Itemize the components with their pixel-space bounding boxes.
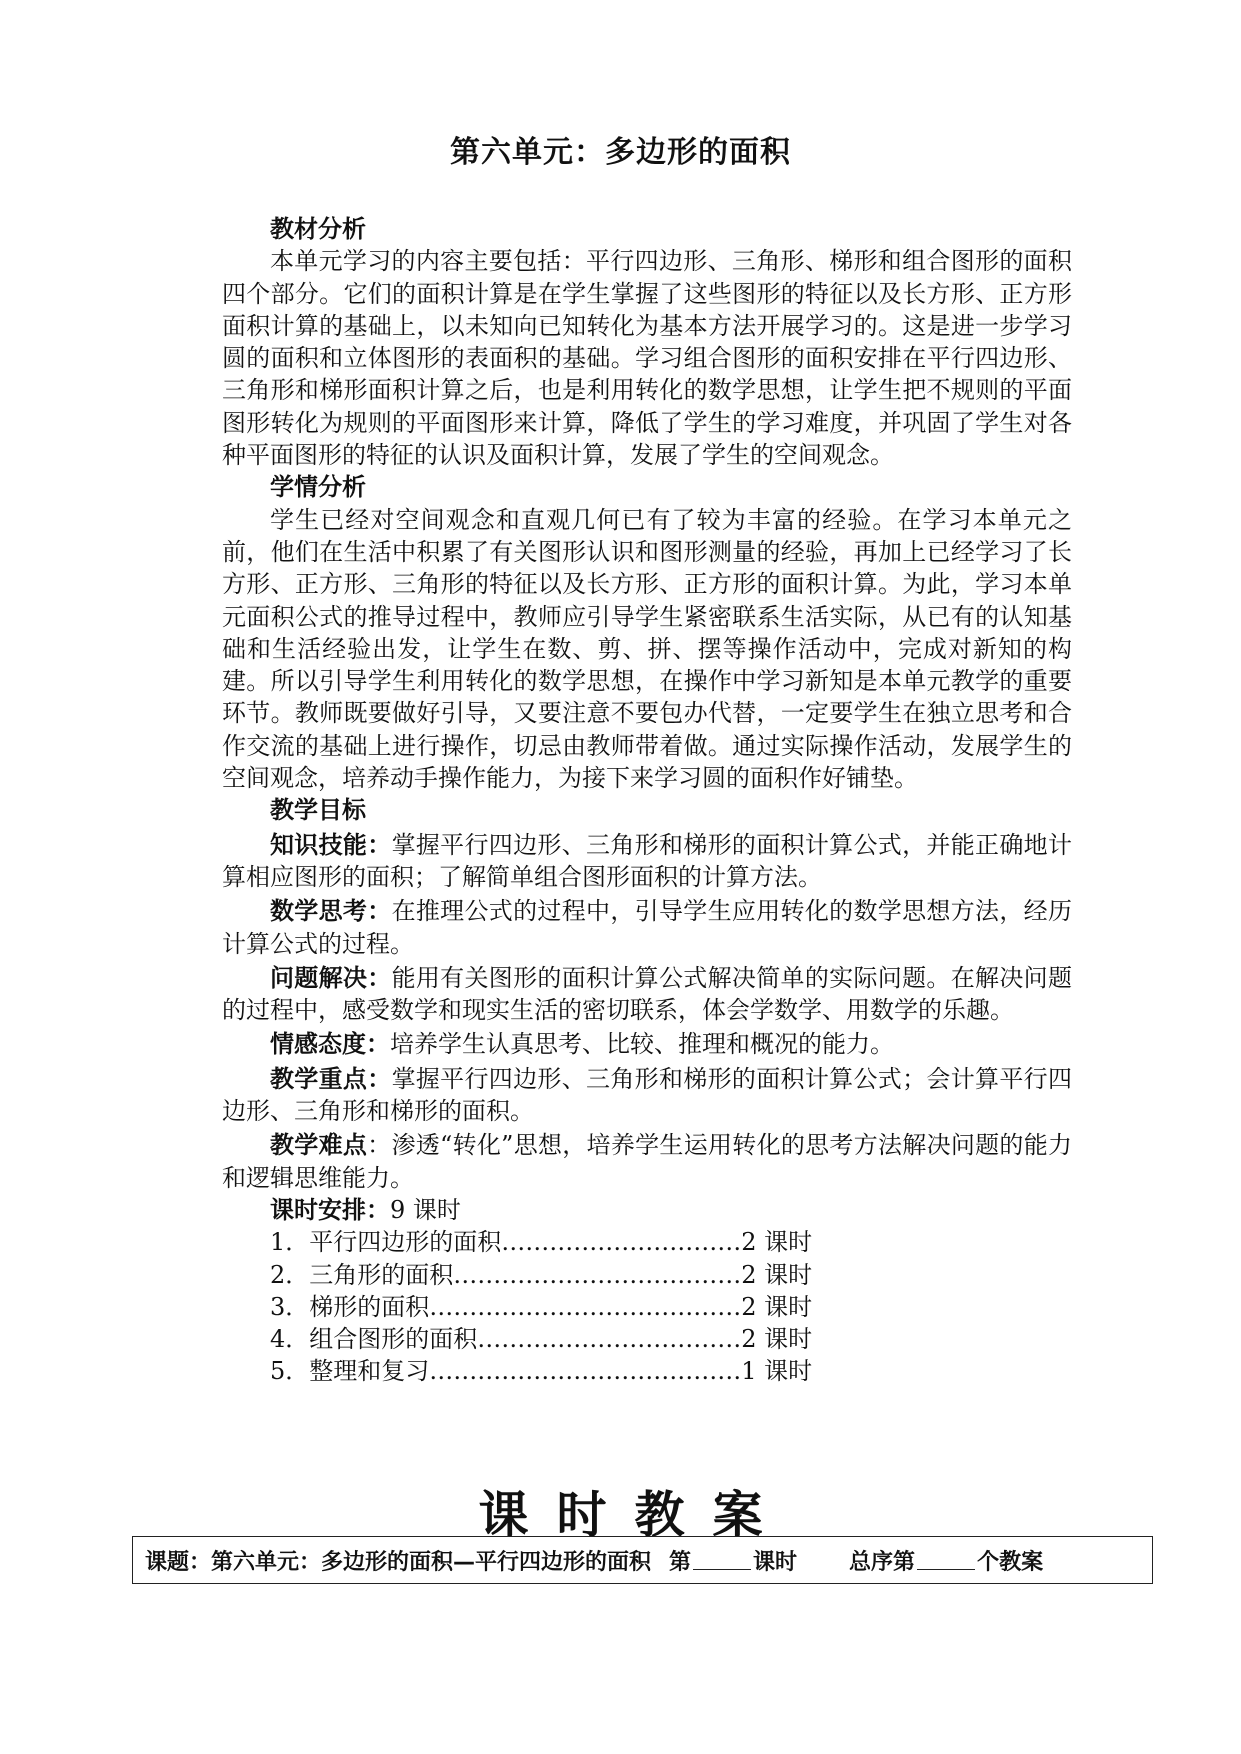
sequence-prefix: 总序第	[849, 1549, 916, 1575]
goal-label: 教学重点：	[270, 1064, 392, 1093]
sequence-suffix: 个教案	[977, 1549, 1044, 1575]
schedule-item-name: 1．平行四边形的面积…………………………	[270, 1228, 742, 1257]
goal-text: 掌握平行四边形、三角形和梯形的面积计算公式，并能正确地计算相应图形的面积；了解简单组合图形面积的计算方法。	[222, 830, 1072, 891]
sequence-blank-field[interactable]	[917, 1551, 975, 1570]
goal-text: 能用有关图形的面积计算公式解决简单的实际问题。在解决问题的过程中，感受数学和现实生活的密切联系，体会学数学、用数学的乐趣。	[222, 963, 1072, 1025]
period-blank-field[interactable]	[693, 1551, 751, 1570]
goal-text: 掌握平行四边形、三角形和梯形的面积计算公式；会计算平行四边形、三角形和梯形的面积。	[222, 1064, 1072, 1126]
goal-label: 教学难点	[270, 1131, 368, 1160]
schedule-item-hours: 2 课时	[741, 1260, 813, 1289]
schedule-item-name: 5．整理和复习…………………………………	[270, 1357, 742, 1386]
list-item	[270, 1291, 1072, 1323]
schedule-item-name: 3．梯形的面积…………………………………	[270, 1292, 742, 1321]
list-item	[270, 1323, 1072, 1355]
schedule-label: 课时安排：	[270, 1195, 390, 1224]
goal-attitude	[222, 1028, 1072, 1060]
goal-text: ：渗透“转化”思想，培养学生运用转化的思考方法解决问题的能力和逻辑思维能力。	[222, 1131, 1073, 1192]
goal-knowledge	[222, 829, 1072, 894]
lesson-topic-box	[132, 1536, 1153, 1584]
document-body	[222, 213, 1072, 1388]
goal-label: 数学思考：	[270, 897, 392, 926]
goal-label: 情感态度：	[270, 1030, 390, 1059]
schedule-item-hours: 2 课时	[741, 1292, 813, 1321]
list-item	[270, 1259, 1072, 1291]
section-heading-goals: 教学目标	[270, 796, 366, 825]
schedule-list	[222, 1226, 1072, 1387]
schedule-item-hours: 2 课时	[741, 1228, 813, 1257]
goal-key-points	[222, 1063, 1072, 1128]
schedule-item-name: 2．三角形的面积………………………………	[270, 1260, 742, 1289]
goal-problem-solving	[222, 962, 1072, 1027]
schedule-item-name: 4．组合图形的面积……………………………	[270, 1325, 742, 1354]
section-heading-material: 教材分析	[270, 215, 366, 243]
schedule-total: 9 课时	[390, 1195, 461, 1224]
list-item	[270, 1226, 1072, 1258]
period-prefix: 第	[669, 1549, 692, 1575]
lesson-plan-title: 课时教案	[478, 1485, 791, 1544]
section-heading-students: 学情分析	[270, 473, 366, 502]
list-item	[270, 1355, 1072, 1387]
goal-thinking	[222, 895, 1072, 960]
goal-difficulties	[222, 1129, 1072, 1194]
schedule-item-hours: 2 课时	[741, 1325, 813, 1354]
material-analysis-text: 本单元学习的内容主要包括：平行四边形、三角形、梯形和组合图形的面积四个部分。它们的面积计算是在学生掌握了这些图形的特征以及长方形、正方形面积计算的基础上，以未知向已知转化为基本方法开展学习的。这是进一步学习圆的面积和立体图形的表面积的基础。学习组合图形的面积安排在平行四边形、三角形和梯形面积计算之后，也是利用转化的数学思想，让学生把不规则的平面图形转化为规则的平面图形来计算，降低了学生的学习难度，并巩固了学生对各种平面图形的特征的认识及面积计算，发展了学生的空间观念。	[222, 247, 1072, 470]
goal-text: 培养学生认真思考、比较、推理和概况的能力。	[390, 1030, 894, 1059]
goal-label: 知识技能：	[270, 830, 392, 859]
page-title: 第六单元：多边形的面积	[450, 135, 791, 170]
period-suffix: 课时	[753, 1549, 798, 1575]
goal-text: 在推理公式的过程中，引导学生应用转化的数学思想方法，经历计算公式的过程。	[222, 897, 1072, 958]
schedule-item-hours: 1 课时	[741, 1357, 813, 1386]
topic-label: 课题：第六单元：多边形的面积—平行四边形的面积	[145, 1549, 652, 1575]
goal-label: 问题解决：	[270, 963, 392, 992]
student-analysis-text: 学生已经对空间观念和直观几何已有了较为丰富的经验。在学习本单元之前，他们在生活中积累了有关图形认识和图形测量的经验，再加上已经学习了长方形、正方形、三角形的特征以及长方形、正方形的面积计算。为此，学习本单元面积公式的推导过程中，教师应引导学生紧密联系生活实际，从已有的认知基础和生活经验出发，让学生在数、剪、拼、摆等操作活动中，完成对新知的构建。所以引导学生利用转化的数学思想，在操作中学习新知是本单元教学的重要环节。教师既要做好引导，又要注意不要包办代替，一定要学生在独立思考和合作交流的基础上进行操作，切忌由教师带着做。通过实际操作活动，发展学生的空间观念，培养动手操作能力，为接下来学习圆的面积作好铺垫。	[222, 505, 1072, 793]
schedule-summary	[222, 1194, 1072, 1226]
